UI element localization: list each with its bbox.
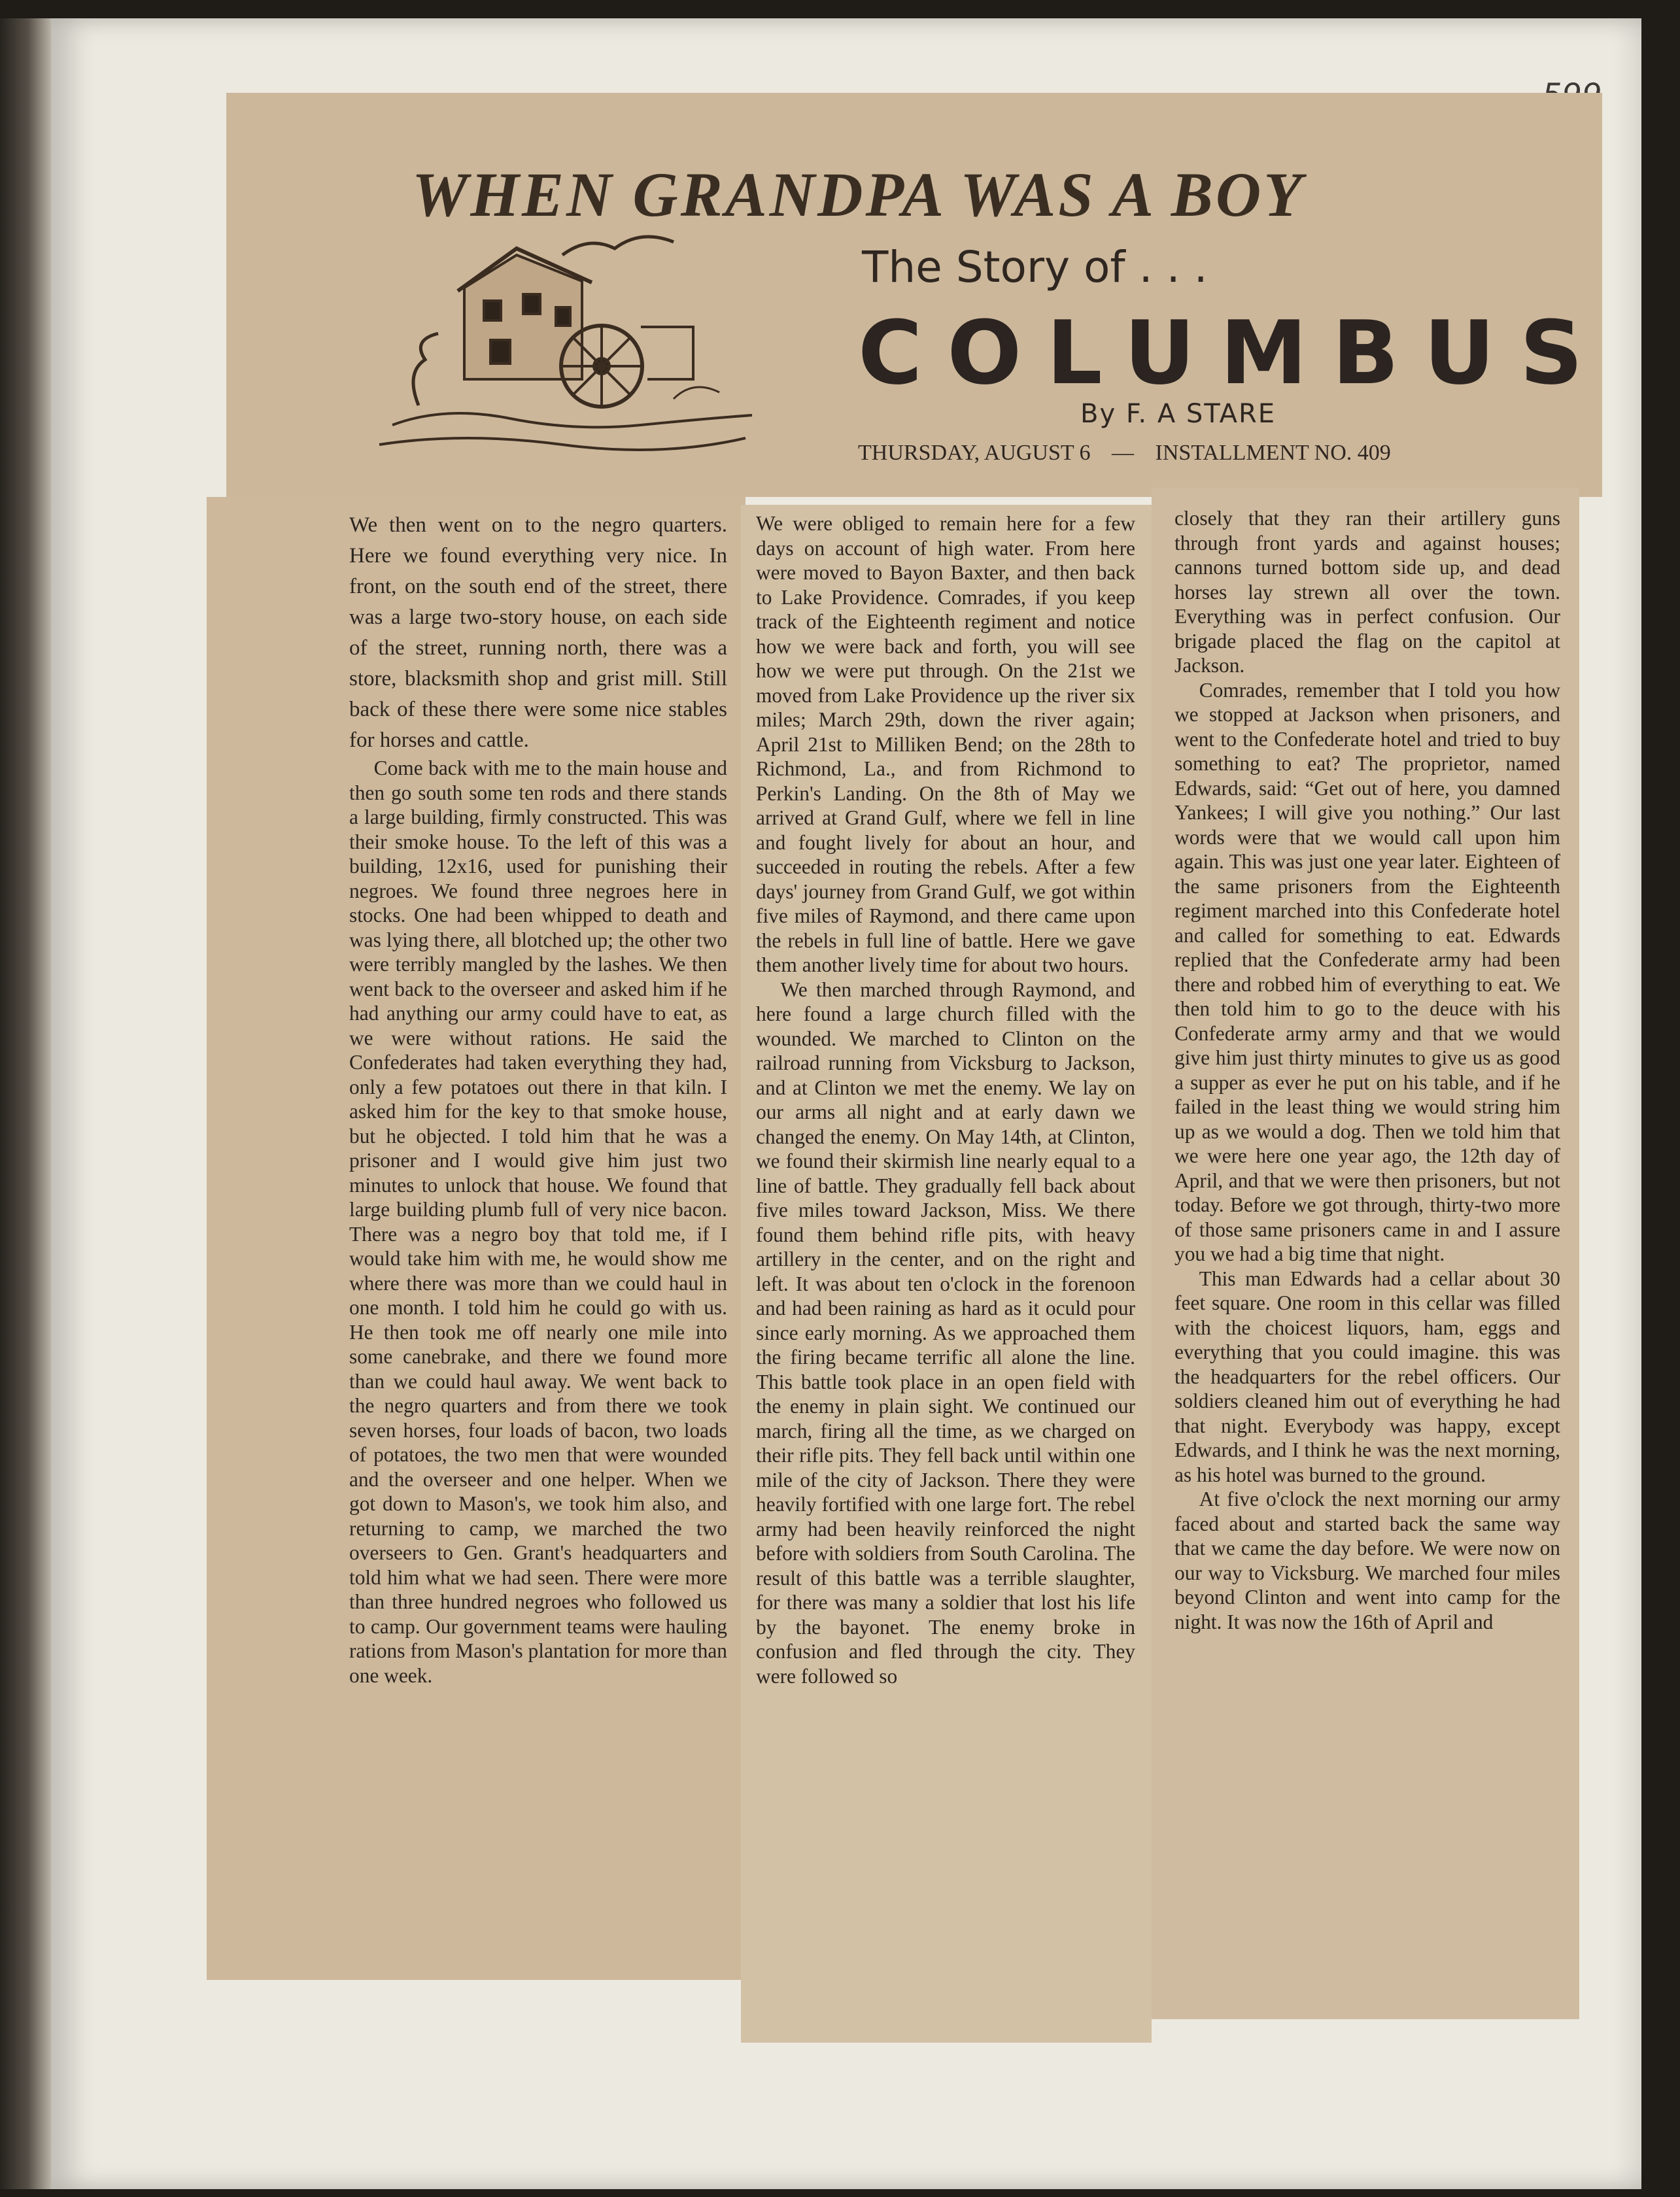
masthead-title: COLUMBUS (858, 302, 1608, 404)
paragraph: We were obliged to remain here for a few days on account of high water. From here were moved to Bayon Baxter, and then back to Lake Providence. Comrades, if you keep track of the Eighteenth regiment and notice how we were back and forth, you will see how we were put through. On the 21st we moved from Lake Providence up the river six miles; March 29th, down the river again; April 21st to Milliken Bend; on the 28th to Richmond, La., and from Richmond to Perkin's Landing. On the 8th of May we arrived at Grand Gulf, where we fell in line and fought lively for about an hour, and succeeded in routing the rebels. After a few days' journey from Grand Gulf, we got within five miles of Raymond, and there came upon the rebels in full line of battle. Here we gave them another lively time for about two hours. (756, 512, 1135, 976)
date: THURSDAY, AUGUST 6 (858, 441, 1091, 465)
paragraph: We then marched through Raymond, and here found a large church filled with the wounded. We marched to Clinton on the railroad running from Vicksburg to Jackson, and at Clinton we met the enemy. We lay on our arms all night and at early dawn we changed the enemy. On May 14th, at Clinton, we found their skirmish line nearly equal to a line of battle. They gradually fell back about five miles toward Jackson, Miss. We there found them behind rifle pits, with heavy artillery in the center, and on the right and left. It was about ten o'clock in the forenoon and had been raining as hard as it oculd pour since early morning. As we approached them the firing became terrific all alone the line. This battle took place in an open field with the enemy in plain sight. We continued our march, firing all the time, as we charged on their rifle pits. They fell back until within one mile of the city of Jackson. There they were heavily fortified with one large fort. The rebel army had been heavily reinforced the night before with soldiers from South Carolina. The result of this battle was a terrible slaughter, for there was many a soldier that lost his life by the bayonet. The enemy broke in confusion and fled through the city. They were followed so (756, 978, 1135, 1688)
paragraph: closely that they ran their artillery guns through front yards and against houses; cannons turned bottom side up, and dead horses lay strewn all over the town. Everything was in perfect confusion. Our brigade placed the flag on the capitol at Jackson. (1174, 507, 1560, 677)
paragraph: This man Edwards had a cellar about 30 feet square. One room in this cellar was filled with the choicest liquors, ham, eggs and everything that you could imagine. this was the headquarters for the rebel officers. Our soldiers cleaned him out of everything he had that night. Everybody was happy, except Edwards, and I think he was the next morning, as his hotel was burned to the ground. (1174, 1267, 1560, 1486)
kicker: The Story of . . . (862, 242, 1208, 292)
paragraph: Come back with me to the main house and then go south some ten rods and there stands a large building, firmly constructed. This was their smoke house. To the left of this was a building, 12x16, used for punishing their negroes. We found three negroes here in stocks. One had been whipped to death and was lying there, all blotched up; the other two were terribly mangled by the lashes. We then went back to the overseer and asked him if he had anything our army could have to eat, as we were without rations. He said the Confederates had taken everything they had, only a few potatoes out there in that kiln. I asked him for the key to that smoke house, but he objected. I told him that he was a prisoner and I would give him just two minutes to unlock that house. We found that large building plumb full of very nice bacon. There was a negro boy that told me, if I would take him with me, he would show me where there was more than we could haul in one month. I told him he could go with us. He then took me off nearly one mile into some canebrake, and there we found more than we could haul away. We went back to the negro quarters and from there we took seven horses, four loads of bacon, two loads of potatoes, the two men that were wounded and the overseer and one helper. When we got down to Mason's, we took him also, and returning to camp, we marched the two overseers to Gen. Grant's headquarters and told him what we had seen. There were more than three hundred negroes who followed us to camp. Our government teams were hauling rations from Mason's plantation for more than one week. (349, 757, 727, 1687)
separator: — (1112, 441, 1135, 465)
water-mill-illustration (366, 229, 759, 464)
book-binding (0, 18, 51, 2189)
installment-number: INSTALLMENT NO. 409 (1155, 441, 1391, 465)
paragraph: We then went on to the negro quarters. Here we found everything very nice. In front, on the south end of the street, there was a large two-story house, on each side of the street, running north, there was a store, blacksmith shop and grist mill. Still back of these there were some nice stables for horses and cattle. (349, 513, 727, 752)
headline: WHEN GRANDPA WAS A BOY (412, 160, 1305, 230)
article-column-1 (349, 510, 727, 1688)
paragraph: At five o'clock the next morning our army faced about and started back the same way that we came the day before. We were now on our way to Vicksburg. We marched four miles beyond Clinton and went into camp for the night. It was now the 16th of April and (1174, 1488, 1560, 1633)
dateline (858, 441, 1407, 466)
paragraph: Comrades, remember that I told you how we stopped at Jackson when prisoners, and went to the Confederate hotel and tried to buy something to eat? The proprietor, named Edwards, said: “Get out of here, you damned Yankees; I will give you nothing.” Our last words were that we would call upon him again. This was just one year later. Eighteen of the same prisoners from the Eighteenth regiment marched into this Confederate hotel and called for something to eat. Edwards replied that the Confederate army had been there and robbed him of everything to eat. We then told him to go to the deuce with his Confederate army army and that we would give him just thirty minutes to give us as good a supper as ever he put on his table, and if he failed in the least thing we would string him up as we would a dog. Then we told him that we were here one year ago, the 12th day of April, and that we were then prisoners, but not today. Before we got through, thirty-two more of those same prisoners came in and I assure you we had a big time that night. (1174, 678, 1560, 1265)
article-column-3 (1174, 506, 1560, 1634)
byline: By F. A STARE (1080, 399, 1277, 429)
article-column-2 (756, 511, 1135, 1688)
